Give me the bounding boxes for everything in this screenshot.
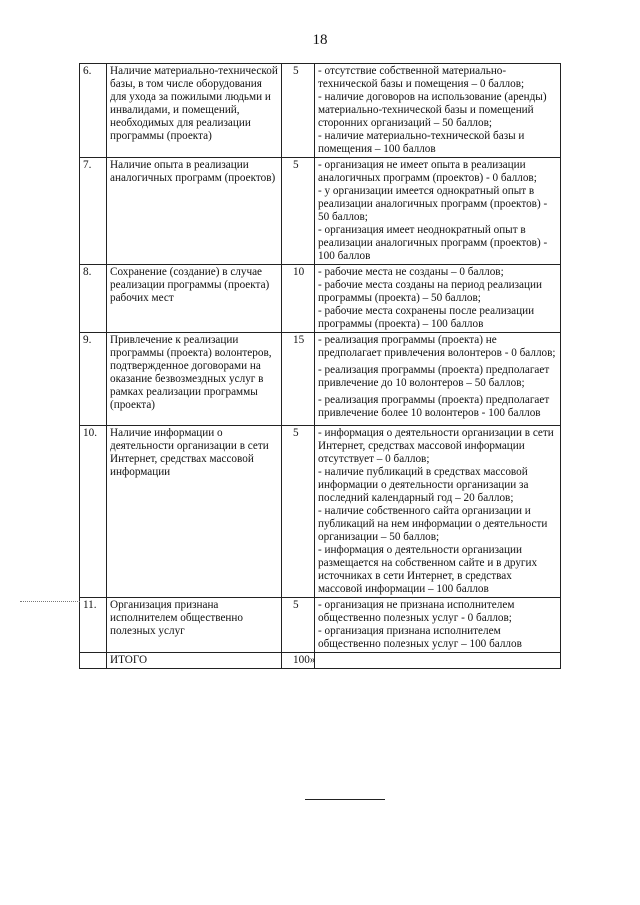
max-score: 15 — [282, 333, 315, 426]
rubric-item: - организация признана исполнителем общественно полезных услуг – 100 баллов — [318, 625, 522, 650]
total-score: 100» — [282, 653, 315, 669]
table-row — [80, 265, 561, 333]
max-score: 5 — [282, 598, 315, 653]
max-score: 5 — [282, 64, 315, 158]
rubric-item: - информация о деятельности организации в сети Интернет, средствах массовой информации отсутствует – 0 баллов; — [318, 427, 554, 465]
total-label: ИТОГО — [107, 653, 282, 669]
total-rubric-cell — [315, 653, 561, 669]
rubric-item: - организация имеет неоднократный опыт в реализации аналогичных программ (проектов) - 100 баллов — [318, 224, 548, 262]
rubric-item: - наличие собственного сайта организации и публикаций на нем информации о деятельности организации – 50 баллов; — [318, 505, 548, 543]
table-row — [80, 333, 561, 426]
scan-artifact — [20, 601, 80, 604]
scoring-rubric — [315, 64, 561, 158]
table-row — [80, 598, 561, 653]
rubric-item: - рабочие места сохранены после реализации программы (проекта) – 100 баллов — [318, 305, 535, 330]
rubric-item: - рабочие места созданы на период реализации программы (проекта) – 50 баллов; — [318, 279, 542, 304]
criterion-name: Наличие опыта в реализации аналогичных программ (проектов) — [107, 158, 282, 265]
criteria-table — [79, 63, 561, 669]
row-number: 7. — [80, 158, 107, 265]
page-number: 18 — [312, 32, 328, 48]
criterion-name: Привлечение к реализации программы (проекта) волонтеров, подтвержденное договорами на оказание безвозмездных услуг в рамках реализации программы (проекта) — [107, 333, 282, 426]
scoring-rubric — [315, 158, 561, 265]
total-number-cell — [80, 653, 107, 669]
criterion-name: Организация признана исполнителем общественно полезных услуг — [107, 598, 282, 653]
max-score: 5 — [282, 426, 315, 598]
row-number: 6. — [80, 64, 107, 158]
total-row — [80, 653, 561, 669]
criterion-name: Сохранение (создание) в случае реализации программы (проекта) рабочих мест — [107, 265, 282, 333]
row-number: 10. — [80, 426, 107, 598]
rubric-item: - наличие материально-технической базы и помещения – 100 баллов — [318, 130, 525, 155]
scoring-rubric — [315, 265, 561, 333]
rubric-item: - рабочие места не созданы – 0 баллов; — [318, 266, 504, 278]
scoring-rubric — [315, 333, 561, 426]
scoring-rubric — [315, 426, 561, 598]
rubric-item: - наличие публикаций в средствах массовой информации о деятельности организации за последний календарный год – 20 баллов; — [318, 466, 529, 504]
rubric-item: - реализация программы (проекта) предполагает привлечение до 10 волонтеров – 50 баллов; — [318, 364, 550, 389]
criterion-name: Наличие информации о деятельности организации в сети Интернет, средствах массовой информации — [107, 426, 282, 598]
rubric-item: - отсутствие собственной материально-технической базы и помещения – 0 баллов; — [318, 65, 525, 90]
table-row — [80, 426, 561, 598]
row-number: 8. — [80, 265, 107, 333]
table-row — [80, 64, 561, 158]
row-number: 9. — [80, 333, 107, 426]
rubric-item: - реализация программы (проекта) предполагает привлечение более 10 волонтеров - 100 баллов — [318, 394, 550, 419]
table-row — [80, 158, 561, 265]
scoring-rubric — [315, 598, 561, 653]
rubric-item: - реализация программы (проекта) не предполагает привлечения волонтеров - 0 баллов; — [318, 334, 556, 359]
rubric-item: - у организации имеется однократный опыт в реализации аналогичных программ (проектов) - 50 баллов; — [318, 185, 548, 223]
max-score: 5 — [282, 158, 315, 265]
row-number: 11. — [80, 598, 107, 653]
rubric-item: - наличие договоров на использование (аренды) материально-технической базы и помещений сторонних организаций – 50 баллов; — [318, 91, 547, 129]
rubric-item: - организация не имеет опыта в реализации аналогичных программ (проектов) - 0 баллов; — [318, 159, 537, 184]
rubric-item: - организация не признана исполнителем общественно полезных услуг - 0 баллов; — [318, 599, 515, 624]
criterion-name: Наличие материально-технической базы, в том числе оборудования для ухода за пожилыми людьми и инвалидами, и помещений, необходимых для реализации программы (проекта) — [107, 64, 282, 158]
end-of-document-line — [305, 799, 385, 800]
rubric-item: - информация о деятельности организации размещается на собственном сайте и в других источниках в сети Интернет, в средствах массовой информации – 100 баллов — [318, 544, 538, 595]
max-score: 10 — [282, 265, 315, 333]
